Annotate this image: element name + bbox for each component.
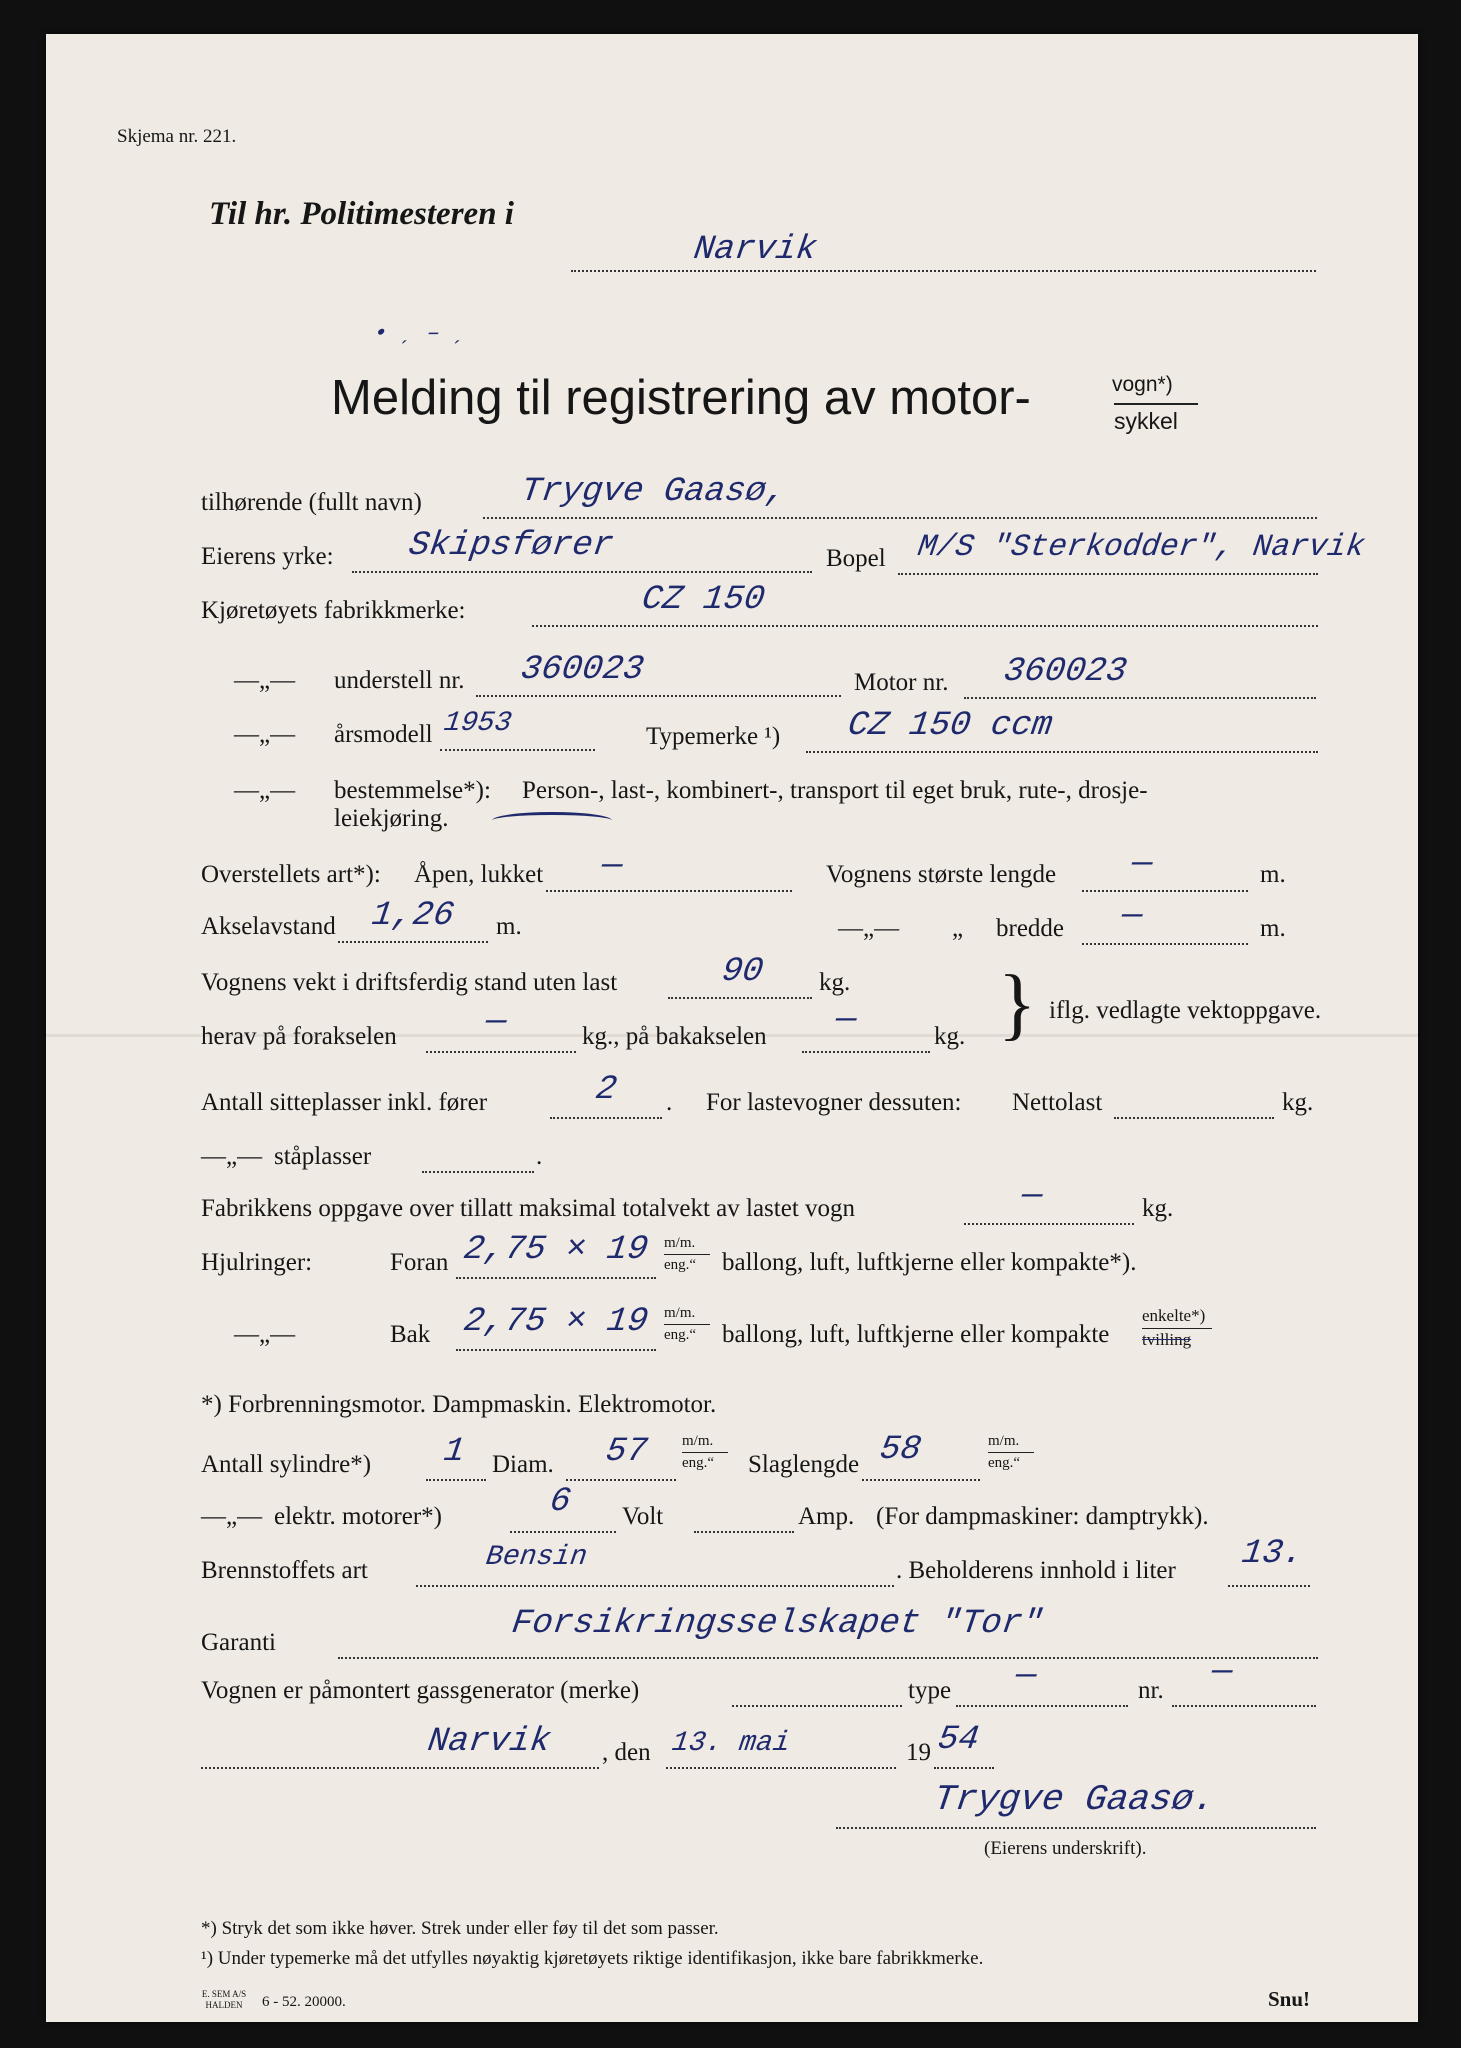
tires-rear-opt-twin: tvilling xyxy=(1142,1330,1192,1349)
wheelbase-value: 1,26 xyxy=(369,897,457,935)
amp-line xyxy=(694,1531,794,1533)
gas-nr-value: — xyxy=(1209,1653,1236,1691)
length-unit: m. xyxy=(1260,861,1286,888)
tires-front-value: 2,75 × 19 xyxy=(461,1231,651,1269)
max-weight-value: — xyxy=(1019,1177,1046,1215)
printer-city: HALDEN xyxy=(205,2000,243,2010)
type-line xyxy=(806,751,1318,753)
tank-line xyxy=(1228,1585,1310,1587)
den-label: , den xyxy=(602,1739,651,1766)
residence-line xyxy=(898,573,1318,575)
diam-unit-mm: m/m. xyxy=(682,1433,714,1449)
tires-rear-side: Bak xyxy=(390,1321,431,1348)
engine-types: *) Forbrenningsmotor. Dampmaskin. Elektromotor. xyxy=(201,1391,717,1418)
gas-nr-label: nr. xyxy=(1138,1677,1164,1704)
ditto-mark: —„— xyxy=(201,1503,263,1530)
tires-front-unit-mm: m/m. xyxy=(664,1235,696,1251)
purpose-options-cont: leiekjøring. xyxy=(334,805,449,832)
signature-line xyxy=(836,1827,1316,1829)
width-ditto-2: „ xyxy=(952,915,964,942)
year-line xyxy=(440,749,595,751)
width-line xyxy=(1082,943,1248,945)
standing-label: ståplasser xyxy=(274,1143,372,1170)
electric-label: elektr. motorer*) xyxy=(274,1503,442,1530)
volt-label: Volt xyxy=(622,1503,664,1530)
stroke-value: 58 xyxy=(877,1431,924,1469)
net-load-unit: kg. xyxy=(1282,1089,1314,1116)
tires-rear-opt-single: enkelte*) xyxy=(1142,1306,1206,1325)
gas-type-label: type xyxy=(908,1677,952,1704)
body-label: Overstellets art*): xyxy=(201,861,381,888)
tires-front-options: ballong, luft, luftkjerne eller kompakte*). xyxy=(722,1249,1137,1276)
max-weight-label: Fabrikkens oppgave over tillatt maksimal totalvekt av lastet vogn xyxy=(201,1195,856,1222)
net-load-line xyxy=(1114,1117,1274,1119)
diam-unit-eng: eng.“ xyxy=(682,1455,715,1471)
axle-rear-unit: kg. xyxy=(934,1023,966,1050)
cylinders-value: 1 xyxy=(441,1433,468,1471)
amp-label: Amp. xyxy=(798,1503,855,1530)
tires-rear-unit-eng: eng.“ xyxy=(664,1327,697,1343)
gas-make-line xyxy=(732,1705,902,1707)
year-value: 1953 xyxy=(441,708,514,739)
motor-value: 360023 xyxy=(1001,653,1130,691)
volt-line xyxy=(510,1531,616,1533)
max-weight-line xyxy=(964,1223,1134,1225)
chassis-line xyxy=(476,695,841,697)
place-value: Narvik xyxy=(425,1723,554,1761)
residence-value: M/S "Sterkodder", Narvik xyxy=(915,530,1368,565)
date-line xyxy=(666,1767,896,1769)
seats-line xyxy=(550,1117,662,1119)
owner-line xyxy=(483,517,1317,519)
motor-label: Motor nr. xyxy=(854,669,949,696)
print-code: 6 - 52. 20000. xyxy=(262,1994,346,2010)
turn-over: Snu! xyxy=(1268,1987,1311,2011)
tires-rear-line xyxy=(456,1349,656,1351)
ditto-mark: —„— xyxy=(234,721,296,748)
tires-label: Hjulringer: xyxy=(201,1249,313,1276)
registration-form-page xyxy=(46,34,1418,2022)
volt-value: 6 xyxy=(547,1483,574,1521)
owner-signature: Trygve Gaasø. xyxy=(931,1779,1218,1820)
stroke-unit-mm: m/m. xyxy=(988,1433,1020,1449)
weight-unit: kg. xyxy=(819,969,851,996)
axle-front-value: — xyxy=(483,1003,510,1041)
form-number: Skjema nr. 221. xyxy=(117,126,237,147)
occupation-label: Eierens yrke: xyxy=(201,543,334,570)
stroke-unit-eng: eng.“ xyxy=(988,1455,1021,1471)
form-title: Melding til registrering av motor- xyxy=(331,371,1031,425)
diam-line xyxy=(566,1479,676,1481)
signature-caption: (Eierens underskrift). xyxy=(984,1838,1147,1859)
axle-front-unit: kg., på bakakselen xyxy=(582,1023,767,1050)
occupation-value: Skipsfører xyxy=(406,527,616,565)
wheelbase-label: Akselavstand xyxy=(201,913,336,940)
seats-value: 2 xyxy=(593,1071,620,1109)
tires-front-unit-eng: eng.“ xyxy=(664,1257,697,1273)
tires-front-line xyxy=(456,1277,656,1279)
insurance-line xyxy=(338,1657,1318,1659)
axle-rear-line xyxy=(802,1051,930,1053)
tires-rear-options: ballong, luft, luftkjerne eller kompakte xyxy=(722,1321,1110,1348)
ditto-mark: —„— xyxy=(234,1321,296,1348)
ditto-mark: —„— xyxy=(234,777,296,804)
addressee-city: Narvik xyxy=(691,231,820,269)
make-line xyxy=(532,625,1318,627)
weight-line xyxy=(668,997,812,999)
owner-label: tilhørende (fullt navn) xyxy=(201,489,422,516)
stroke-line xyxy=(862,1479,980,1481)
steam-note: (For dampmaskiner: damptrykk). xyxy=(876,1503,1209,1530)
footnote-typemark: ¹) Under typemerke må det utfylles nøyaktig kjøretøyets riktige identifikasjon, ikke bare fabrikkmerke. xyxy=(201,1948,984,1969)
year-label: årsmodell xyxy=(334,721,433,748)
diam-label: Diam. xyxy=(492,1451,554,1478)
standing-suffix: . xyxy=(536,1143,543,1170)
gas-type-line xyxy=(956,1705,1128,1707)
fuel-label: Brennstoffets art xyxy=(201,1557,368,1584)
length-value: — xyxy=(1129,845,1156,883)
insurance-value: Forsikringsselskapet "Tor" xyxy=(509,1605,1046,1643)
owner-name: Trygve Gaasø, xyxy=(518,473,789,511)
make-label: Kjøretøyets fabrikkmerke: xyxy=(201,597,466,624)
chassis-value: 360023 xyxy=(518,651,647,689)
date-year-line xyxy=(934,1767,994,1769)
weight-note: iflg. vedlagte vektoppgave. xyxy=(1049,997,1322,1024)
weight-label: Vognens vekt i driftsferdig stand uten last xyxy=(201,969,618,996)
type-label: Typemerke ¹) xyxy=(646,723,781,750)
place-line xyxy=(201,1767,599,1769)
axle-front-label: herav på forakselen xyxy=(201,1023,397,1050)
insurance-label: Garanti xyxy=(201,1629,276,1656)
tires-front-side: Foran xyxy=(390,1249,449,1276)
gas-label: Vognen er påmontert gassgenerator (merke) xyxy=(201,1677,640,1704)
chassis-label: understell nr. xyxy=(334,667,465,694)
wheelbase-line xyxy=(338,941,488,943)
purpose-label: bestemmelse*): xyxy=(334,777,491,804)
axle-rear-value: — xyxy=(833,1001,860,1039)
ditto-mark: —„— xyxy=(201,1143,263,1170)
seats-label: Antall sitteplasser inkl. fører xyxy=(201,1089,488,1116)
year-prefix: 19 xyxy=(906,1739,931,1766)
addressee-line xyxy=(571,270,1316,272)
tank-label: . Beholderens innhold i liter xyxy=(896,1557,1176,1584)
cylinders-line xyxy=(426,1479,486,1481)
width-label: bredde xyxy=(996,915,1065,942)
purpose-options: Person-, last-, kombinert-, transport til eget bruk, rute-, drosje- xyxy=(522,777,1148,804)
width-value: — xyxy=(1119,897,1146,935)
seats-suffix: . xyxy=(666,1089,673,1116)
tires-rear-value: 2,75 × 19 xyxy=(461,1303,651,1341)
printer-name: E. SEM A/S xyxy=(201,1989,247,1999)
diam-value: 57 xyxy=(603,1433,650,1471)
stroke-label: Slaglengde xyxy=(748,1451,860,1478)
footnote-strike: *) Stryk det som ikke høver. Strek under eller føy til det som passer. xyxy=(201,1918,719,1939)
addressee-label: Til hr. Politimesteren i xyxy=(209,196,514,232)
motor-line xyxy=(964,697,1316,699)
width-ditto: —„— xyxy=(838,915,900,942)
ditto-mark: —„— xyxy=(234,667,296,694)
weight-brace: } xyxy=(998,960,1037,1048)
length-line xyxy=(1082,890,1248,892)
length-label: Vognens største lengde xyxy=(826,861,1057,888)
residence-label: Bopel xyxy=(826,545,886,572)
fuel-line xyxy=(416,1585,894,1587)
type-value: CZ 150 ccm xyxy=(845,707,1055,745)
gas-nr-line xyxy=(1172,1705,1316,1707)
standing-line xyxy=(422,1171,534,1173)
wheelbase-unit: m. xyxy=(496,913,522,940)
make-value: CZ 150 xyxy=(639,581,768,619)
gas-type-value: — xyxy=(1013,1657,1040,1695)
width-unit: m. xyxy=(1260,915,1286,942)
tank-value: 13. xyxy=(1239,1535,1306,1573)
date-year-value: 54 xyxy=(935,1721,982,1759)
weight-value: 90 xyxy=(719,953,766,991)
body-options: Åpen, lukket xyxy=(414,861,544,888)
title-option-sykkel: sykkel xyxy=(1114,408,1178,434)
date-value: 13. mai xyxy=(669,1728,792,1759)
net-load-label: Nettolast xyxy=(1012,1089,1103,1116)
body-line xyxy=(546,890,792,892)
axle-front-line xyxy=(426,1051,576,1053)
cargo-label: For lastevogner dessuten: xyxy=(706,1089,962,1116)
cylinders-label: Antall sylindre*) xyxy=(201,1451,372,1478)
max-weight-unit: kg. xyxy=(1142,1195,1174,1222)
fuel-value: Bensin xyxy=(483,1542,590,1573)
occupation-line xyxy=(352,571,812,573)
title-option-vogn: vogn*) xyxy=(1112,373,1173,396)
tires-rear-unit-mm: m/m. xyxy=(664,1305,696,1321)
ink-marks: • ˏ – ˏ xyxy=(372,321,469,346)
body-value: — xyxy=(599,847,626,885)
